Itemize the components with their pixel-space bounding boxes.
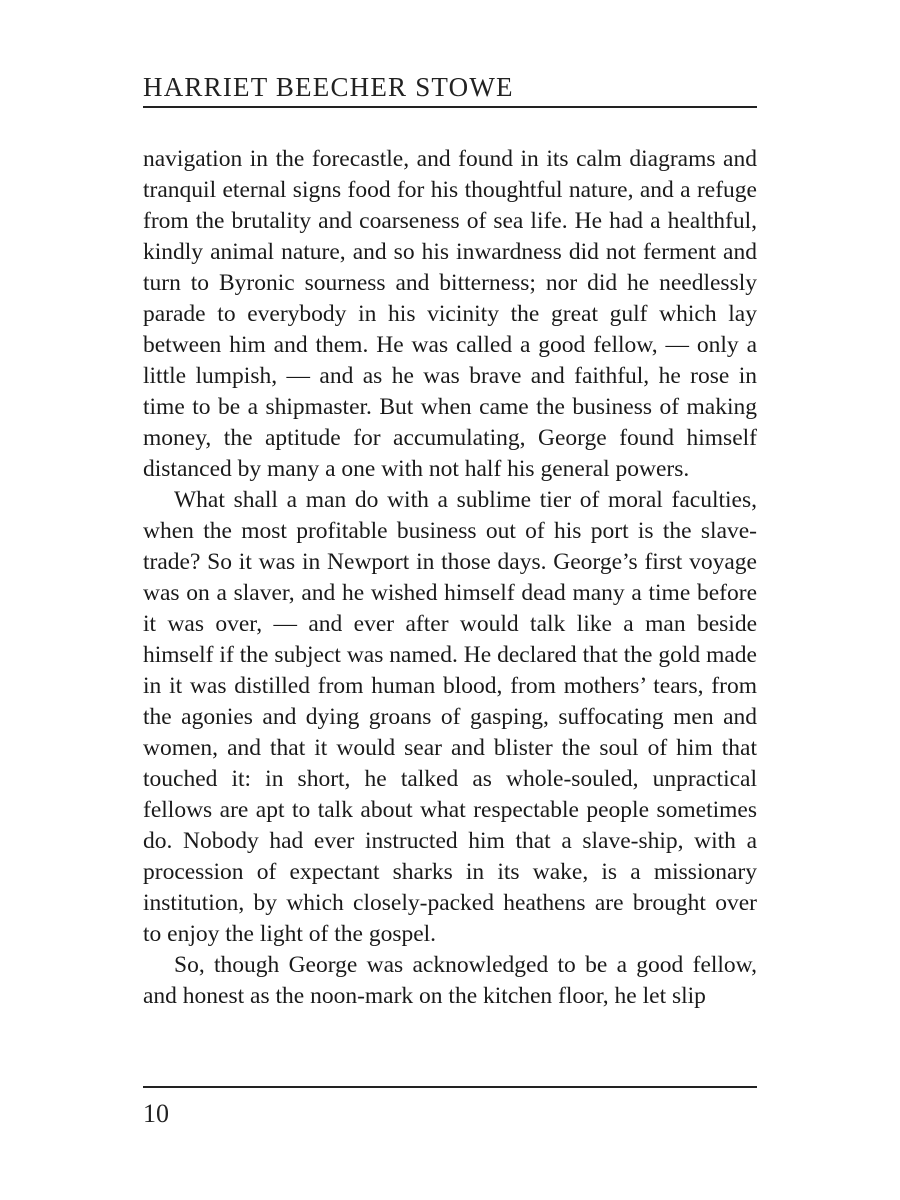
paragraph-3: So, though George was acknowledged to be a good fellow, and honest as the noon-mark on the kitchen floor, he let slip	[143, 952, 757, 1009]
header-rule	[143, 106, 757, 108]
page-number: 10	[143, 1099, 169, 1128]
running-head-title: HARRIET BEECHER STOWE	[143, 72, 514, 102]
paragraph-2: What shall a man do with a sublime tier of moral faculties, when the most profitable business out of his port is the slave-trade? So it was in Newport in those days. George’s first voyage was on a slaver, and he wished himself dead many a time before it was over, — and ever after would talk like a man beside himself if the subject was named. He declared that the gold made in it was distilled from human blood, from mothers’ tears, from the agonies and dying groans of gasping, suffocating men and women, and that it would sear and blister the soul of him that touched it: in short, he talked as whole-souled, unpractical fellows are apt to talk about what respectable people sometimes do. Nobody had ever instructed him that a slave-ship, with a procession of expectant sharks in its wake, is a missionary institution, by which closely-packed heathens are brought over to enjoy the light of the gospel.	[143, 487, 757, 947]
paragraph-1: navigation in the forecastle, and found in its calm diagrams and tranquil eternal signs food for his thoughtful nature, and a refuge from the brutality and coarseness of sea life. He had a healthful, kindly animal nature, and so his inwardness did not ferment and turn to Byronic sourness and bitterness; nor did he needlessly parade to everybody in his vicinity the great gulf which lay between him and them. He was called a good fellow, — only a little lumpish, — and as he was brave and faithful, he rose in time to be a shipmaster. But when came the business of making money, the aptitude for accumulating, George found himself distanced by many a one with not half his general powers.	[143, 146, 757, 482]
footer-rule	[143, 1086, 757, 1088]
body-text	[143, 144, 757, 1012]
